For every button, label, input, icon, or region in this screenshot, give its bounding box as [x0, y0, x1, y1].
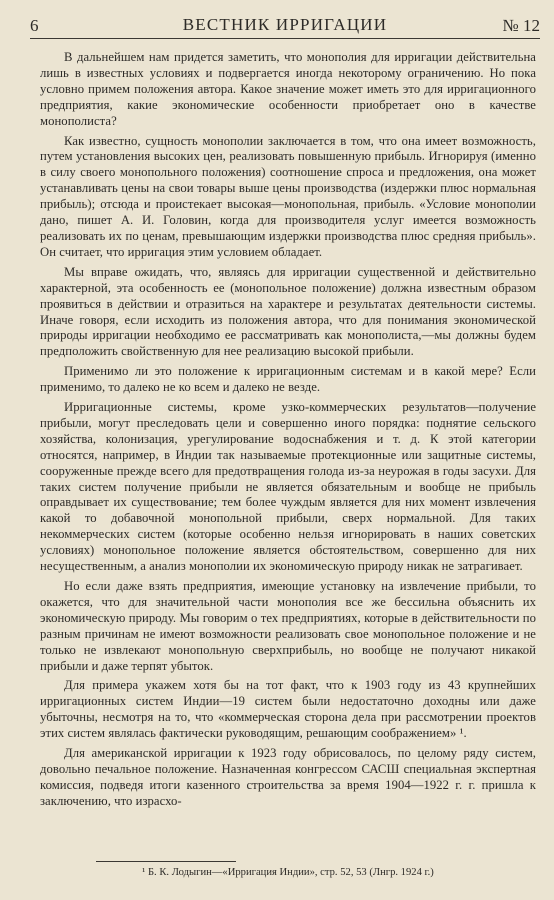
running-header: [30, 14, 540, 39]
page-number: 6: [30, 16, 39, 35]
paragraph: Применимо ли это положение к ирригационным системам и в какой мере? Если применимо, то далеко не ко всем и далеко не везде.: [40, 364, 536, 395]
paragraph: Но если даже взять предприятия, имеющие установку на извлечение прибыли, то окажется, что для значительной части монополия все же бессильна объяснить их экономическую природу. Мы говорим о тех предприятиях, которые в действительности по разным причинам не имеют возможности реализовать свое монопольное положение и не только не извлекают монопольную сверхприбыль, но вообще не получают никакой прибыли и даже терпят убыток.: [40, 579, 536, 673]
paragraph: Для примера укажем хотя бы на тот факт, что к 1903 году из 43 крупнейших ирригационных систем Индии—19 систем были недостаточно доходны или даже убыточны, несмотря на то, что «коммерческая сторона дела при рассмотрении проектов этих систем являлась фактически руководящим, решающим соображением» ¹.: [40, 678, 536, 741]
footnote-divider: [96, 861, 236, 862]
paragraph: Как известно, сущность монополии заключается в том, что она имеет возможность, путем установления высоких цен, реализовать повышенную прибыль. Игнорируя (именно в силу своего монопольного положения) соотношение спроса и предложения, она может устанавливать цены на свои товары выше цены производства (издержки плюс нормальная прибыль); отсюда и проистекает высокая—монопольная, прибыль. «Условие монополии дано, пишет А. И. Головин, когда для производителя услуг имеется возможность реализовать их по ценам, превышающим издержки производства плюс средняя прибыль». Он считает, что ирригация этим условием обладает.: [40, 133, 536, 259]
article-body: [40, 44, 536, 814]
paragraph: Мы вправе ожидать, что, являясь для ирригации существенной и действительно характерной, эта особенность ее (монопольное положение) должна известным образом проявиться в действии и отразиться на характере и результатах деятельности системы. Иначе говоря, если исходить из положения автора, что для понимания экономической природы ирригации необходимо ее рассматривать как монополиста,—мы должны будем предположить свойственную для нее реализацию высокой прибыли.: [40, 264, 536, 359]
journal-title: ВЕСТНИК ИРРИГАЦИИ: [182, 15, 388, 34]
paragraph: Для американской ирригации к 1923 году обрисовалось, по целому ряду систем, довольно печальное положение. Назначенная конгрессом САСШ специальная экспертная комиссия, подведя итоги казенного строительства за время 1904—1922 г. г. пришла к заключению, что израсхо-: [40, 746, 536, 808]
paragraph: Ирригационные системы, кроме узко-коммерческих результатов—получение прибыли, могут преследовать цели и совершенно иного порядка: поднятие сельского хозяйства, колонизация, урегулирование водоснабжения и т. д. К этой категории относятся, например, в Индии так называемые протекционные или защитные системы, сооруженные прежде всего для предотвращения голода из-за неурожая в годы засухи. Для таких систем получение прибыли не является обязательным и вообще не прибыль оправдывает их существование; тем более чуждым является для них момент извлечения какой то добавочной монопольной прибыли, сверх нормальной. Для таких некоммерческих систем (которые особенно нельзя игнорировать в наших советских условиях) монопольное положение является обстоятельством, совершенно для них несущественным, а анализ монополии их экономическую природу никак не затрагивает.: [40, 400, 536, 574]
issue-number: № 12: [502, 16, 540, 35]
paragraph: В дальнейшем нам придется заметить, что монополия для ирригации действительна лишь в известных условиях и подвергается иногда некоторому ограничению. Но пока условно примем положения автора. Какое значение может иметь это для ирригационного предприятия, какие экономические особенности приобретает оно в качестве монополиста?: [40, 50, 536, 128]
footnote: ¹ Б. К. Лодыгин—«Ирригация Индии», стр. 52, 53 (Лнгр. 1924 г.): [142, 867, 434, 878]
